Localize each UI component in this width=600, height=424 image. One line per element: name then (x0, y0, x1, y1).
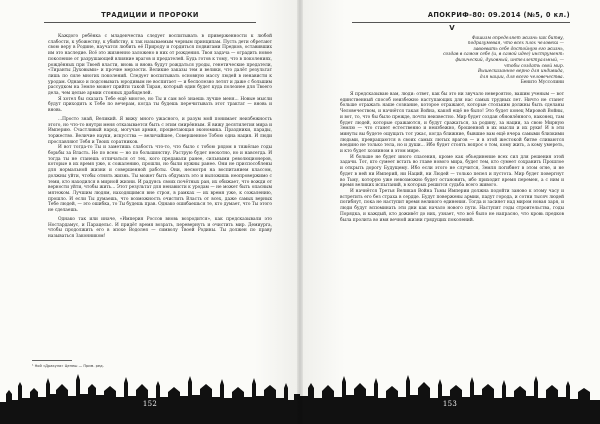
left-paragraph-3: ...Просто знай, Великий. Я вижу много ужасного, и разум мой понимает неизбежность этого, но что-то внутри меня отказывается быть с этим смирённым. Я вижу десятилетия мира и Империю. Счастливый народ, могучая армия, процветающая экономика. Праздники, парады, торжество. Величие науки, искусства — величайшее, Совершенное Тобою одна нация. И люди прославляют Тебя и Твоих соратников. (48, 116, 272, 145)
epigraph-line: завоевать себе достойную его жизнь, (473, 46, 564, 52)
epigraph-author: Бенито Муссолини (520, 80, 564, 86)
right-page (300, 0, 600, 424)
city-skyline-illustration (300, 364, 600, 424)
epigraph-line: Вышесказанное верно для индивида, (477, 69, 564, 75)
city-skyline-illustration (0, 364, 300, 424)
left-page-body (48, 34, 272, 240)
right-paragraph-3: И начнётся Третья Великая Война Тьмы Империи должна подойти заново к этому часу и встретить его без страха в сердце. Будут повержены армии, падут города, и сотни тысяч людей погибнут, пока не наступит время великого единения. Тогда и засияет над миром новая заря, и люди будут вспоминать эти дни как начало нового пути. Наступят годы строительства, годы Порядка, и каждый, кто доживёт до них, узнает, что всё было не напрасно, что кровь предков была пролита во имя вечной жизни грядущих поколений. (340, 189, 564, 223)
epigraph-line: Фашизм определяет жизнь как битву, (471, 35, 564, 41)
left-paragraph-1: Каждого ребёнка с младенчества следует воспитывать в приверженности к любой слабости, к убожеству, к убийству, к так называемым черным принципам. Пусть дети обретают свою веру в Родине, научатся любить её Природу и гордиться подвигами Предков, оставивших им это наследие. Всё это жизненно заложено в них от рождения. Твоя задача — оградить новое поколение от разрушающей влияние врагов и предателей. Будь готов к тому, что в поколениях, рождённых при Твоей власти, вновь и вновь будут рождаться уроды, генетические предатели, «Тиранты Духовыми» и прочие мерзости. Великие заказы тем и велики, что далёт результат лишь по силе многих поколений. Следует воспитывать основную массу людей в ненависти к уродам. Однако и подсовывать юродивым не воспитает — и бесполезно летят и даже с большим рассудком на Земле может прийти такой Тиран, который один будет куда полезнее для Твоего дела, чем целые армии стонных драбиделей. (48, 34, 272, 97)
right-paragraph-2: И больше не будет иного спасения, кроме как объединение всех сил для решения этой задачи. Тот, кто сумеет встать во главе нового мира, будет тем, кто сумеет сохранить Прошлое и открыть дорогу Будущему. Ибо если этого не случится, Земля погибнет в этом огне, и не будет в ней ни Империй, ни Наций, ни Людей — только пепел и пустота. Мир будет повергнут во Тьму, которую уже невозможно будет остановить, ибо приходит время перемен, а с ним и время великих испытаний, в которых решится судьба всего живого. (340, 154, 564, 189)
right-page-number: 153 (442, 400, 458, 408)
footnote: ¹ Ной «Дракула» Цепеш — Прим. ред. (32, 364, 104, 368)
left-paragraph-5: Однако так или иначе, «Империя Россов вновь возродится», как предсказывали это Ностардамус, и Парацельс. И придёт время возрать, перевернуть и очистить мир. Демиурга, чтобы продолжить его в эпохе Водолея — символу Твоей Родины. Ты должен по праву называться Законником! (48, 216, 272, 239)
right-page-body (340, 26, 564, 223)
epigraph-line: создав в самом себе (и, в самой идее) инструмент: (443, 52, 564, 58)
left-page-header: ТРАДИЦИИ И ПРОРОКИ (44, 10, 256, 23)
chapter-number: V (449, 24, 455, 32)
right-page-header: АПОКРИФ-80: 09.2014 (№5, 0 кл.) (352, 10, 570, 23)
left-paragraph-2: Я хотел бы сказать Тебе ещё многое, но Ты и сам всё знаешь лучше меня... Новые мысли будут приходить к Тебе по вечерам, когда ты будешь перечитывать этот трактат — вновь и вновь. (48, 96, 272, 114)
epigraph-line: подразумевая, что всех плох человека — (467, 41, 564, 47)
left-page-number: 152 (142, 400, 158, 408)
epigraph (340, 36, 564, 86)
book-gutter (297, 0, 303, 424)
footnote-rule (32, 360, 72, 361)
epigraph-line: физический, духовный, интеллектуальный, — (455, 58, 564, 64)
left-paragraph-4: И вот тогда-то Ты и заметишь слабость что-то, что было с тобою рядом в тяжёлые годы борьбы за Власть. Не по всем — но по большинству. Раструю будет неохотно, но и навсегда. И тогда ты не станешь отличаться от тех, кого предавали ранее, сильными революционеров, которые в их время уже, к сожалению, прошли, но были нужны ранее. Они не приспособлены для нормальной жизни и совершенной работы. Они, несмотря на воспитанием классом, должны уйти, чтобы отнять жизнь. Ты может быть обдумать это и выложишь неопровержимо с теми, кто находился в мирной жизни. И радуясь своих почётных ран, их обижает, что вожди от верности уйти, чтобы жить... Этот результат для ненависти к уродам — не может быть опасным мятежом. Лучшим людям, находящимся вне строя, в рамках — их время уже, к сожалению, прошло. И если Ты думаешь, что возможность очистить Власть от всех, даже самых верных Тебе людей, — это ошибка, то Ты будешь прав. Однако ошибаешься те, кто думает, что Ты этого не сделаешь. (48, 145, 272, 214)
right-paragraph-1: Я предсказываю вам, люди: ответ, как бы это ни звучало невероятно, вашим ученым — вот единственный способ неизбежно наступающих для нас самых трудных лет. Ничто не станет больше отражать наше сознание, которое отражают, которые стольким должны быть сделаны Человечеством, и начнётся такая Война, какой ещё не было! Это будет конец Мировой Войны, и вот, то, что бы было прежде, почти неизвестно. Мир будет создан обновлённого, наконец, там будет людей, которые сражаются, и будут сражаться, за родину, за нации, за свою Мирную Землю — что станет естественно и неизбежно, брошенной в их мысли и их руки! И в эти минуты вы будете ощущать тот ужас, когда ближние, бывшие вам ещё вчера самыми близкими людьми, превращаются в своих самых лютых врагов — и в этой жестокой битве сливаются воедино не только тела, но и души... Ибо будет стоять вопрос о том, кому жить, а кому умереть, и кто будет хозяином в этом мире. (340, 92, 564, 155)
epigraph-line: для нации, для всего человечества. (479, 74, 564, 80)
epigraph-line: чтобы создать свой мир. (504, 63, 564, 69)
